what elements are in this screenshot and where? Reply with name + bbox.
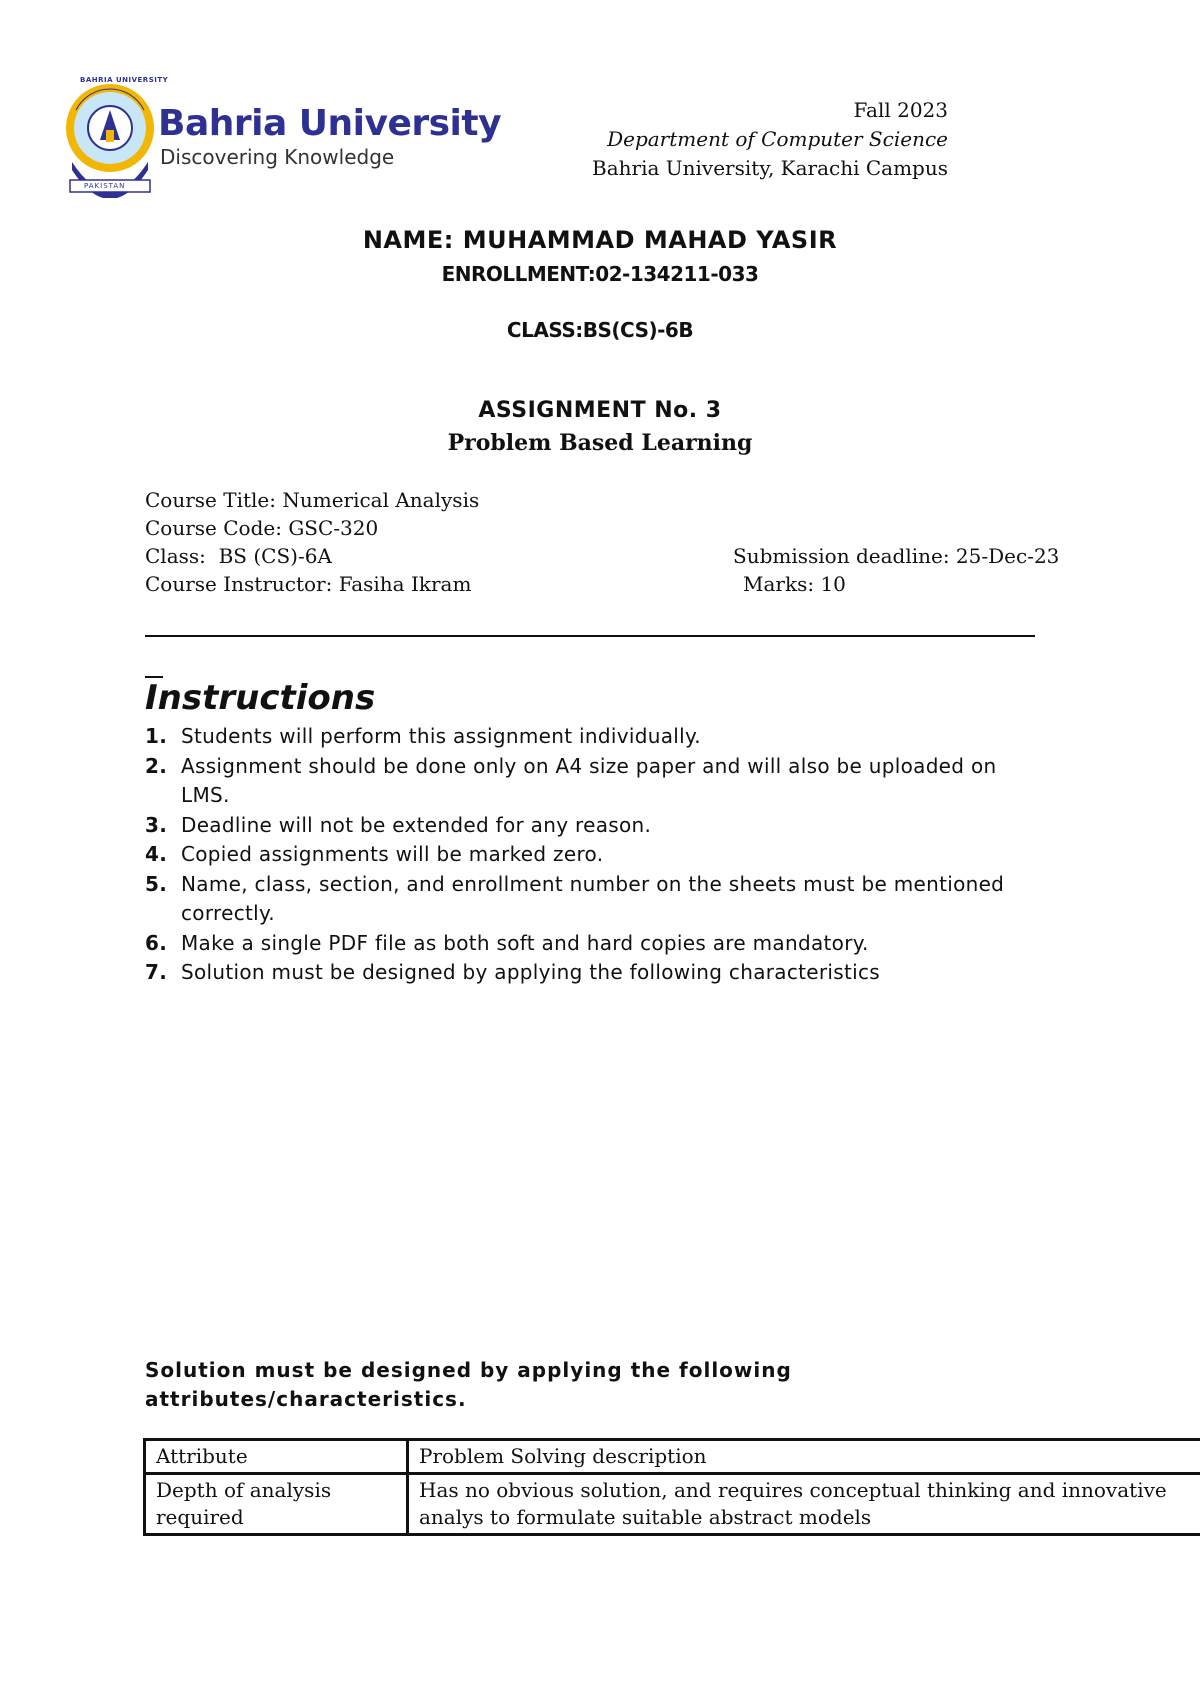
divider-line bbox=[145, 635, 1035, 637]
assignment-subtitle: Problem Based Learning bbox=[447, 430, 753, 456]
university-name: Bahria University bbox=[158, 103, 502, 144]
list-item: 6. Make a single PDF file as both soft and hard copies are mandatory. bbox=[145, 930, 869, 955]
submission-deadline: Submission deadline: 25-Dec-23 bbox=[733, 544, 1060, 568]
solution-heading: Solution must be designed by applying the following attributes/characteristics. bbox=[145, 1358, 792, 1411]
table-cell: Depth of analysis required bbox=[145, 1474, 408, 1535]
seal-text-top: BAHRIA UNIVERSITY bbox=[80, 76, 169, 84]
seal-text-bottom: PAKISTAN bbox=[84, 182, 126, 190]
table-header-row bbox=[145, 1440, 1200, 1474]
course-class: Class: BS (CS)-6A bbox=[145, 544, 332, 568]
table-cell-text: Has no obvious solution, and requires conceptual thinking and innovative analys to formulate suitable abstract models bbox=[419, 1478, 1167, 1529]
course-title: Course Title: Numerical Analysis bbox=[145, 488, 480, 512]
campus: Bahria University, Karachi Campus bbox=[592, 156, 948, 180]
assignment-number: ASSIGNMENT No. 3 bbox=[478, 398, 722, 423]
list-item: 2. Assignment should be done only on A4 size paper and will also be uploaded on LMS. bbox=[145, 753, 997, 807]
university-logo bbox=[158, 104, 501, 170]
enrollment-number: ENROLLMENT:02-134211-033 bbox=[441, 262, 759, 286]
student-class: CLASS:BS(CS)-6B bbox=[506, 318, 694, 342]
list-item: 3. Deadline will not be extended for any reason. bbox=[145, 812, 652, 837]
list-item: 7. Solution must be designed by applying the following characteristics bbox=[145, 960, 880, 984]
university-seal-icon bbox=[62, 70, 158, 198]
instructions-heading: Instructions bbox=[145, 678, 376, 718]
table-cell bbox=[408, 1474, 1200, 1535]
course-info bbox=[145, 486, 479, 598]
instructions-list bbox=[145, 722, 1045, 988]
attributes-table bbox=[143, 1438, 1200, 1536]
course-instructor: Course Instructor: Fasiha Ikram bbox=[145, 572, 472, 596]
table-header-cell: Attribute bbox=[145, 1440, 408, 1474]
department: Department of Computer Science bbox=[607, 127, 948, 151]
table-row bbox=[145, 1474, 1200, 1535]
header-info bbox=[592, 96, 948, 183]
list-item: 5. Name, class, section, and enrollment number on the sheets must be mentioned correctly. bbox=[145, 871, 1005, 925]
student-name: NAME: MUHAMMAD MAHAD YASIR bbox=[362, 226, 838, 254]
list-item: 1. Students will perform this assignment individually. bbox=[145, 724, 701, 748]
list-item: 4. Copied assignments will be marked zero. bbox=[145, 842, 604, 866]
table-header-cell: Problem Solving description bbox=[408, 1440, 1200, 1474]
course-code: Course Code: GSC-320 bbox=[145, 516, 379, 540]
term: Fall 2023 bbox=[853, 98, 948, 122]
university-tagline: Discovering Knowledge bbox=[160, 145, 395, 169]
marks: Marks: 10 bbox=[743, 572, 846, 596]
submission-info bbox=[733, 542, 1059, 598]
